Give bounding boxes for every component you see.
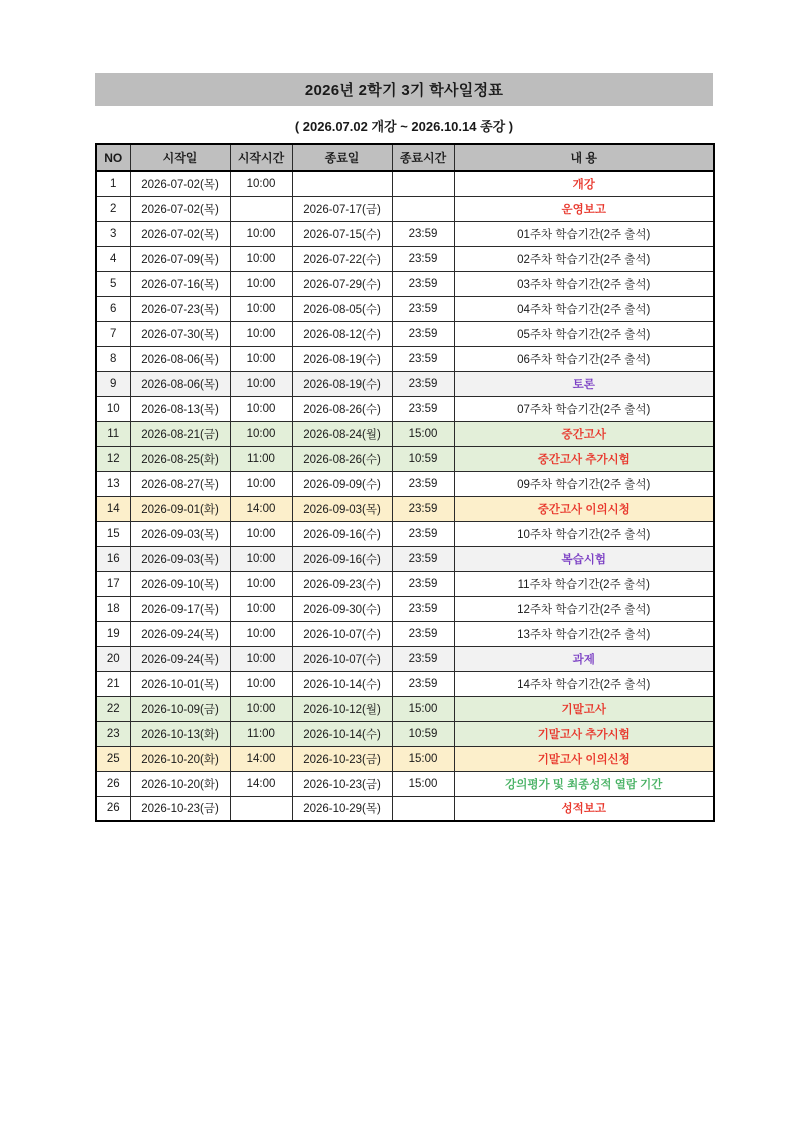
cell-end-time: 23:59 xyxy=(392,246,454,271)
cell-end-date: 2026-10-07(수) xyxy=(292,621,392,646)
table-row xyxy=(96,571,714,596)
cell-no: 16 xyxy=(96,546,130,571)
column-header-end-date: 종료일 xyxy=(292,144,392,171)
cell-content: 13주차 학습기간(2주 출석) xyxy=(454,621,714,646)
column-header-start-date: 시작일 xyxy=(130,144,230,171)
cell-end-time: 23:59 xyxy=(392,296,454,321)
table-row xyxy=(96,421,714,446)
cell-end-time: 23:59 xyxy=(392,346,454,371)
cell-no: 3 xyxy=(96,221,130,246)
table-row xyxy=(96,196,714,221)
header-row xyxy=(96,144,714,171)
cell-content: 운영보고 xyxy=(454,196,714,221)
cell-content: 03주차 학습기간(2주 출석) xyxy=(454,271,714,296)
cell-start-time: 10:00 xyxy=(230,421,292,446)
cell-start-date: 2026-08-06(목) xyxy=(130,371,230,396)
cell-end-time: 23:59 xyxy=(392,671,454,696)
cell-start-date: 2026-10-09(금) xyxy=(130,696,230,721)
cell-end-time: 15:00 xyxy=(392,746,454,771)
cell-start-time xyxy=(230,796,292,821)
column-header-start-time: 시작시간 xyxy=(230,144,292,171)
cell-end-date: 2026-10-23(금) xyxy=(292,746,392,771)
cell-content: 개강 xyxy=(454,171,714,196)
table-row xyxy=(96,796,714,821)
cell-content: 04주차 학습기간(2주 출석) xyxy=(454,296,714,321)
table-row xyxy=(96,346,714,371)
cell-start-time: 10:00 xyxy=(230,221,292,246)
cell-no: 10 xyxy=(96,396,130,421)
cell-no: 2 xyxy=(96,196,130,221)
table-row xyxy=(96,271,714,296)
cell-start-date: 2026-10-20(화) xyxy=(130,771,230,796)
cell-content: 14주차 학습기간(2주 출석) xyxy=(454,671,714,696)
cell-start-date: 2026-07-16(목) xyxy=(130,271,230,296)
cell-start-time: 10:00 xyxy=(230,321,292,346)
cell-content: 중간고사 xyxy=(454,421,714,446)
cell-no: 6 xyxy=(96,296,130,321)
cell-no: 20 xyxy=(96,646,130,671)
cell-start-time: 10:00 xyxy=(230,596,292,621)
cell-end-time: 15:00 xyxy=(392,771,454,796)
schedule-table xyxy=(95,143,715,822)
cell-end-date: 2026-08-26(수) xyxy=(292,446,392,471)
cell-start-date: 2026-09-24(목) xyxy=(130,621,230,646)
cell-no: 7 xyxy=(96,321,130,346)
cell-end-time: 23:59 xyxy=(392,221,454,246)
table-row xyxy=(96,621,714,646)
table-row xyxy=(96,296,714,321)
cell-start-time: 10:00 xyxy=(230,246,292,271)
cell-end-time: 23:59 xyxy=(392,471,454,496)
cell-start-date: 2026-09-10(목) xyxy=(130,571,230,596)
cell-start-date: 2026-09-03(목) xyxy=(130,546,230,571)
cell-end-date: 2026-09-03(목) xyxy=(292,496,392,521)
cell-end-time xyxy=(392,796,454,821)
table-row xyxy=(96,696,714,721)
cell-end-time: 23:59 xyxy=(392,621,454,646)
cell-end-date: 2026-10-14(수) xyxy=(292,671,392,696)
table-row xyxy=(96,596,714,621)
cell-start-time: 14:00 xyxy=(230,771,292,796)
cell-start-date: 2026-07-02(목) xyxy=(130,171,230,196)
cell-end-time xyxy=(392,196,454,221)
table-row xyxy=(96,671,714,696)
cell-end-date: 2026-10-12(월) xyxy=(292,696,392,721)
cell-no: 15 xyxy=(96,521,130,546)
cell-start-date: 2026-09-17(목) xyxy=(130,596,230,621)
cell-start-time: 10:00 xyxy=(230,646,292,671)
cell-content: 기말고사 이의신청 xyxy=(454,746,714,771)
cell-end-date: 2026-09-09(수) xyxy=(292,471,392,496)
cell-no: 4 xyxy=(96,246,130,271)
cell-no: 21 xyxy=(96,671,130,696)
column-header-end-time: 종료시간 xyxy=(392,144,454,171)
cell-start-time: 10:00 xyxy=(230,396,292,421)
cell-content: 07주차 학습기간(2주 출석) xyxy=(454,396,714,421)
cell-content: 12주차 학습기간(2주 출석) xyxy=(454,596,714,621)
table-row xyxy=(96,471,714,496)
cell-start-time: 10:00 xyxy=(230,696,292,721)
cell-content: 성적보고 xyxy=(454,796,714,821)
cell-start-date: 2026-07-02(목) xyxy=(130,196,230,221)
cell-start-time: 11:00 xyxy=(230,446,292,471)
page-title: 2026년 2학기 3기 학사일정표 xyxy=(95,73,713,106)
cell-no: 26 xyxy=(96,771,130,796)
cell-start-date: 2026-08-21(금) xyxy=(130,421,230,446)
cell-start-date: 2026-07-09(목) xyxy=(130,246,230,271)
cell-content: 10주차 학습기간(2주 출석) xyxy=(454,521,714,546)
table-row xyxy=(96,446,714,471)
cell-start-date: 2026-10-20(화) xyxy=(130,746,230,771)
cell-no: 25 xyxy=(96,746,130,771)
table-header xyxy=(96,144,714,171)
cell-end-date: 2026-10-23(금) xyxy=(292,771,392,796)
cell-end-time: 23:59 xyxy=(392,271,454,296)
cell-content: 중간고사 이의시청 xyxy=(454,496,714,521)
page-subtitle: ( 2026.07.02 개강 ~ 2026.10.14 종강 ) xyxy=(294,119,514,134)
table-row xyxy=(96,321,714,346)
cell-start-time: 10:00 xyxy=(230,621,292,646)
cell-end-date: 2026-08-26(수) xyxy=(292,396,392,421)
cell-start-date: 2026-09-03(목) xyxy=(130,521,230,546)
cell-no: 12 xyxy=(96,446,130,471)
cell-end-time: 23:59 xyxy=(392,596,454,621)
table-row xyxy=(96,171,714,196)
cell-no: 9 xyxy=(96,371,130,396)
cell-start-time: 10:00 xyxy=(230,671,292,696)
cell-no: 1 xyxy=(96,171,130,196)
cell-end-date: 2026-10-07(수) xyxy=(292,646,392,671)
table-row xyxy=(96,371,714,396)
cell-content: 01주차 학습기간(2주 출석) xyxy=(454,221,714,246)
cell-start-time xyxy=(230,196,292,221)
cell-start-date: 2026-10-01(목) xyxy=(130,671,230,696)
cell-end-date: 2026-08-24(월) xyxy=(292,421,392,446)
table-row xyxy=(96,521,714,546)
cell-no: 22 xyxy=(96,696,130,721)
cell-no: 23 xyxy=(96,721,130,746)
cell-start-time: 11:00 xyxy=(230,721,292,746)
table-row xyxy=(96,771,714,796)
cell-start-time: 10:00 xyxy=(230,521,292,546)
cell-end-time: 23:59 xyxy=(392,546,454,571)
cell-start-time: 10:00 xyxy=(230,571,292,596)
cell-content: 05주차 학습기간(2주 출석) xyxy=(454,321,714,346)
table-row xyxy=(96,746,714,771)
cell-content: 09주차 학습기간(2주 출석) xyxy=(454,471,714,496)
cell-end-date xyxy=(292,171,392,196)
cell-end-date: 2026-07-22(수) xyxy=(292,246,392,271)
cell-start-time: 14:00 xyxy=(230,496,292,521)
cell-no: 5 xyxy=(96,271,130,296)
cell-no: 19 xyxy=(96,621,130,646)
cell-start-date: 2026-07-02(목) xyxy=(130,221,230,246)
cell-start-date: 2026-09-01(화) xyxy=(130,496,230,521)
cell-end-time: 23:59 xyxy=(392,521,454,546)
cell-end-time: 23:59 xyxy=(392,571,454,596)
cell-content: 기말고사 추가시험 xyxy=(454,721,714,746)
cell-end-date: 2026-09-16(수) xyxy=(292,546,392,571)
cell-end-time: 23:59 xyxy=(392,321,454,346)
cell-no: 14 xyxy=(96,496,130,521)
cell-start-time: 10:00 xyxy=(230,296,292,321)
cell-no: 17 xyxy=(96,571,130,596)
cell-start-date: 2026-08-13(목) xyxy=(130,396,230,421)
cell-no: 11 xyxy=(96,421,130,446)
cell-end-time: 15:00 xyxy=(392,696,454,721)
cell-start-date: 2026-08-25(화) xyxy=(130,446,230,471)
table-row xyxy=(96,496,714,521)
cell-end-date: 2026-09-16(수) xyxy=(292,521,392,546)
cell-content: 복습시험 xyxy=(454,546,714,571)
cell-end-date: 2026-08-19(수) xyxy=(292,371,392,396)
cell-start-date: 2026-07-23(목) xyxy=(130,296,230,321)
cell-content: 02주차 학습기간(2주 출석) xyxy=(454,246,714,271)
cell-end-time: 23:59 xyxy=(392,371,454,396)
cell-end-date: 2026-09-30(수) xyxy=(292,596,392,621)
cell-start-time: 14:00 xyxy=(230,746,292,771)
table-row xyxy=(96,721,714,746)
cell-content: 토론 xyxy=(454,371,714,396)
cell-start-date: 2026-08-06(목) xyxy=(130,346,230,371)
cell-end-date: 2026-07-29(수) xyxy=(292,271,392,296)
column-header-no: NO xyxy=(96,144,130,171)
table-row xyxy=(96,396,714,421)
cell-start-time: 10:00 xyxy=(230,346,292,371)
cell-no: 26 xyxy=(96,796,130,821)
cell-start-time: 10:00 xyxy=(230,546,292,571)
cell-content: 과제 xyxy=(454,646,714,671)
cell-start-time: 10:00 xyxy=(230,371,292,396)
column-header-content: 내 용 xyxy=(454,144,714,171)
cell-content: 강의평가 및 최종성적 열람 기간 xyxy=(454,771,714,796)
cell-end-time: 23:59 xyxy=(392,646,454,671)
cell-end-time: 23:59 xyxy=(392,496,454,521)
cell-end-date: 2026-10-29(목) xyxy=(292,796,392,821)
cell-end-date: 2026-10-14(수) xyxy=(292,721,392,746)
table-row xyxy=(96,646,714,671)
cell-start-date: 2026-10-23(금) xyxy=(130,796,230,821)
cell-end-date: 2026-08-12(수) xyxy=(292,321,392,346)
table-row xyxy=(96,546,714,571)
cell-content: 중간고사 추가시험 xyxy=(454,446,714,471)
cell-end-date: 2026-07-15(수) xyxy=(292,221,392,246)
cell-no: 8 xyxy=(96,346,130,371)
cell-no: 13 xyxy=(96,471,130,496)
cell-content: 기말고사 xyxy=(454,696,714,721)
cell-end-time xyxy=(392,171,454,196)
cell-no: 18 xyxy=(96,596,130,621)
cell-end-time: 10:59 xyxy=(392,446,454,471)
cell-end-time: 15:00 xyxy=(392,421,454,446)
cell-start-date: 2026-09-24(목) xyxy=(130,646,230,671)
cell-end-date: 2026-08-19(수) xyxy=(292,346,392,371)
cell-end-time: 23:59 xyxy=(392,396,454,421)
cell-content: 11주차 학습기간(2주 출석) xyxy=(454,571,714,596)
cell-start-date: 2026-10-13(화) xyxy=(130,721,230,746)
cell-content: 06주차 학습기간(2주 출석) xyxy=(454,346,714,371)
cell-end-date: 2026-07-17(금) xyxy=(292,196,392,221)
cell-start-date: 2026-07-30(목) xyxy=(130,321,230,346)
cell-start-time: 10:00 xyxy=(230,271,292,296)
table-body xyxy=(96,171,714,821)
cell-end-date: 2026-09-23(수) xyxy=(292,571,392,596)
cell-end-time: 10:59 xyxy=(392,721,454,746)
table-row xyxy=(96,221,714,246)
cell-start-time: 10:00 xyxy=(230,471,292,496)
cell-start-date: 2026-08-27(목) xyxy=(130,471,230,496)
cell-start-time: 10:00 xyxy=(230,171,292,196)
cell-end-date: 2026-08-05(수) xyxy=(292,296,392,321)
table-row xyxy=(96,246,714,271)
